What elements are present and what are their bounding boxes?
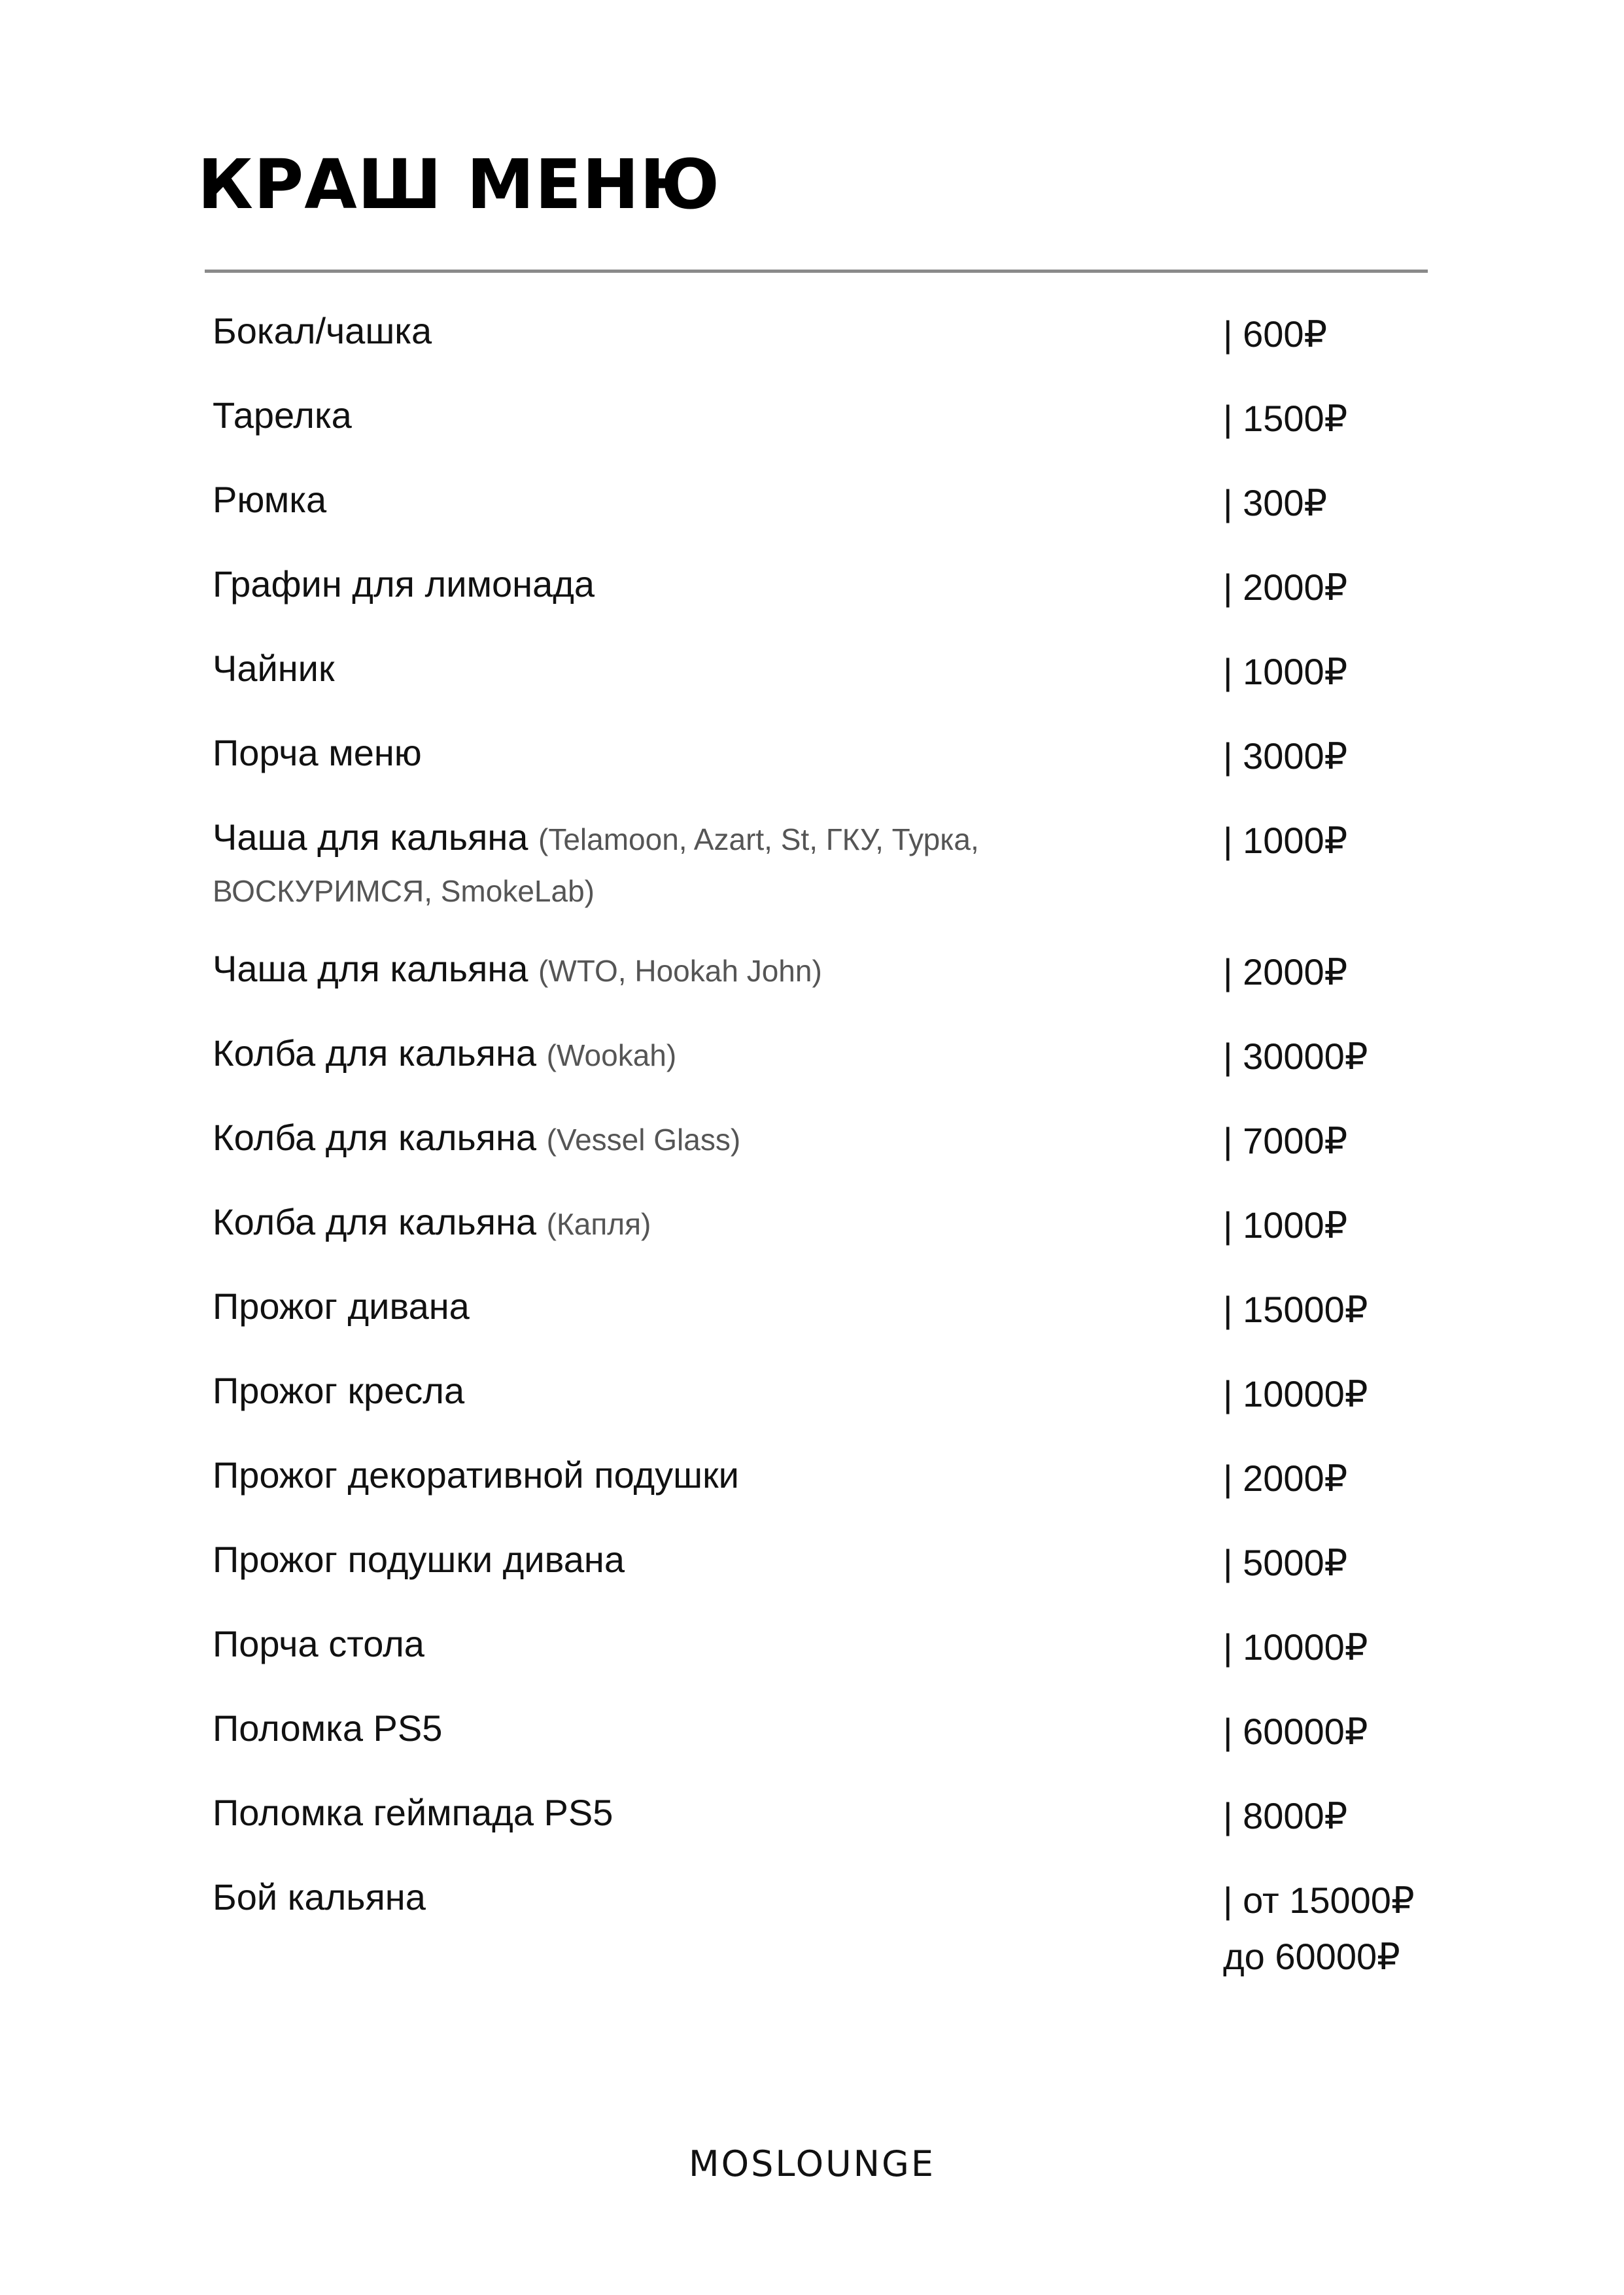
item-name <box>213 1282 1207 1333</box>
item-price: | 3000₽ <box>1223 735 1348 777</box>
item-name <box>213 559 1207 611</box>
item-price: | 1000₽ <box>1223 820 1348 861</box>
footer-brand: MOSLOUNGE <box>689 2143 935 2184</box>
item-name <box>213 944 1207 996</box>
item-price: | 7000₽ <box>1223 1120 1348 1161</box>
item-price: | 15000₽ <box>1223 1289 1368 1330</box>
item-price: | 2000₽ <box>1223 951 1348 992</box>
item-name-main: Прожог подушки дивана <box>213 1539 625 1580</box>
item-name-main: Бой кальяна <box>213 1876 426 1918</box>
item-name-main: Чаша для кальяна <box>213 816 528 858</box>
item-name-main: Поломка PS5 <box>213 1708 443 1749</box>
item-name <box>213 1619 1207 1671</box>
item-price: | 1500₽ <box>1223 398 1348 439</box>
item-name <box>213 306 1207 358</box>
item-name <box>213 1028 1207 1080</box>
item-name <box>213 1366 1207 1418</box>
item-name <box>213 1197 1207 1249</box>
item-price: | 30000₽ <box>1223 1036 1368 1077</box>
item-price: | 8000₽ <box>1223 1795 1348 1836</box>
item-name <box>213 391 1207 442</box>
item-name-main: Колба для кальяна <box>213 1117 537 1158</box>
item-name-main: Бокал/чашка <box>213 310 432 351</box>
item-name-main: Порча стола <box>213 1623 424 1664</box>
item-name <box>213 644 1207 695</box>
item-name <box>213 1872 1207 1924</box>
item-name-main: Прожог декоративной подушки <box>213 1454 739 1496</box>
item-price: | 1000₽ <box>1223 1204 1348 1246</box>
item-price: | от 15000₽ до 60000₽ <box>1223 1880 1415 1977</box>
item-name-main: Графин для лимонада <box>213 563 595 604</box>
item-name <box>213 1113 1207 1165</box>
item-name-main: Колба для кальяна <box>213 1032 537 1074</box>
item-name <box>213 1450 1207 1502</box>
item-price: | 600₽ <box>1223 313 1328 355</box>
item-name <box>213 1535 1207 1586</box>
item-name <box>213 1788 1207 1840</box>
item-price: | 2000₽ <box>1223 1458 1348 1499</box>
item-name-main: Колба для кальяна <box>213 1201 537 1242</box>
item-name-main: Тарелка <box>213 394 352 436</box>
page-title: КРАШ МЕНЮ <box>198 145 721 224</box>
item-price: | 300₽ <box>1223 482 1328 523</box>
item-name-main: Прожог кресла <box>213 1370 465 1411</box>
item-name <box>213 728 1207 780</box>
item-name-main: Прожог дивана <box>213 1286 470 1327</box>
item-note: (WTO, Hookah John) <box>538 954 822 988</box>
item-name-main: Рюмка <box>213 479 327 520</box>
item-note: (Капля) <box>546 1207 651 1241</box>
item-note: (Wookah) <box>546 1038 677 1072</box>
item-name-main: Чаша для кальяна <box>213 948 528 989</box>
item-price: | 60000₽ <box>1223 1711 1368 1752</box>
item-name <box>213 475 1207 527</box>
item-name-main: Чайник <box>213 648 335 689</box>
item-name <box>213 813 1207 916</box>
item-price: | 5000₽ <box>1223 1542 1348 1583</box>
item-note: (Telamoon, Azart, St, ГКУ, Турка, ВОСКУРИМСЯ, SmokeLab) <box>213 822 979 908</box>
item-name-main: Поломка геймпада PS5 <box>213 1792 613 1833</box>
item-price: | 2000₽ <box>1223 567 1348 608</box>
item-name <box>213 1704 1207 1755</box>
item-price: | 10000₽ <box>1223 1626 1368 1668</box>
item-note: (Vessel Glass) <box>546 1123 741 1157</box>
item-price: | 1000₽ <box>1223 651 1348 692</box>
item-name-main: Порча меню <box>213 732 422 773</box>
item-price: | 10000₽ <box>1223 1373 1368 1414</box>
